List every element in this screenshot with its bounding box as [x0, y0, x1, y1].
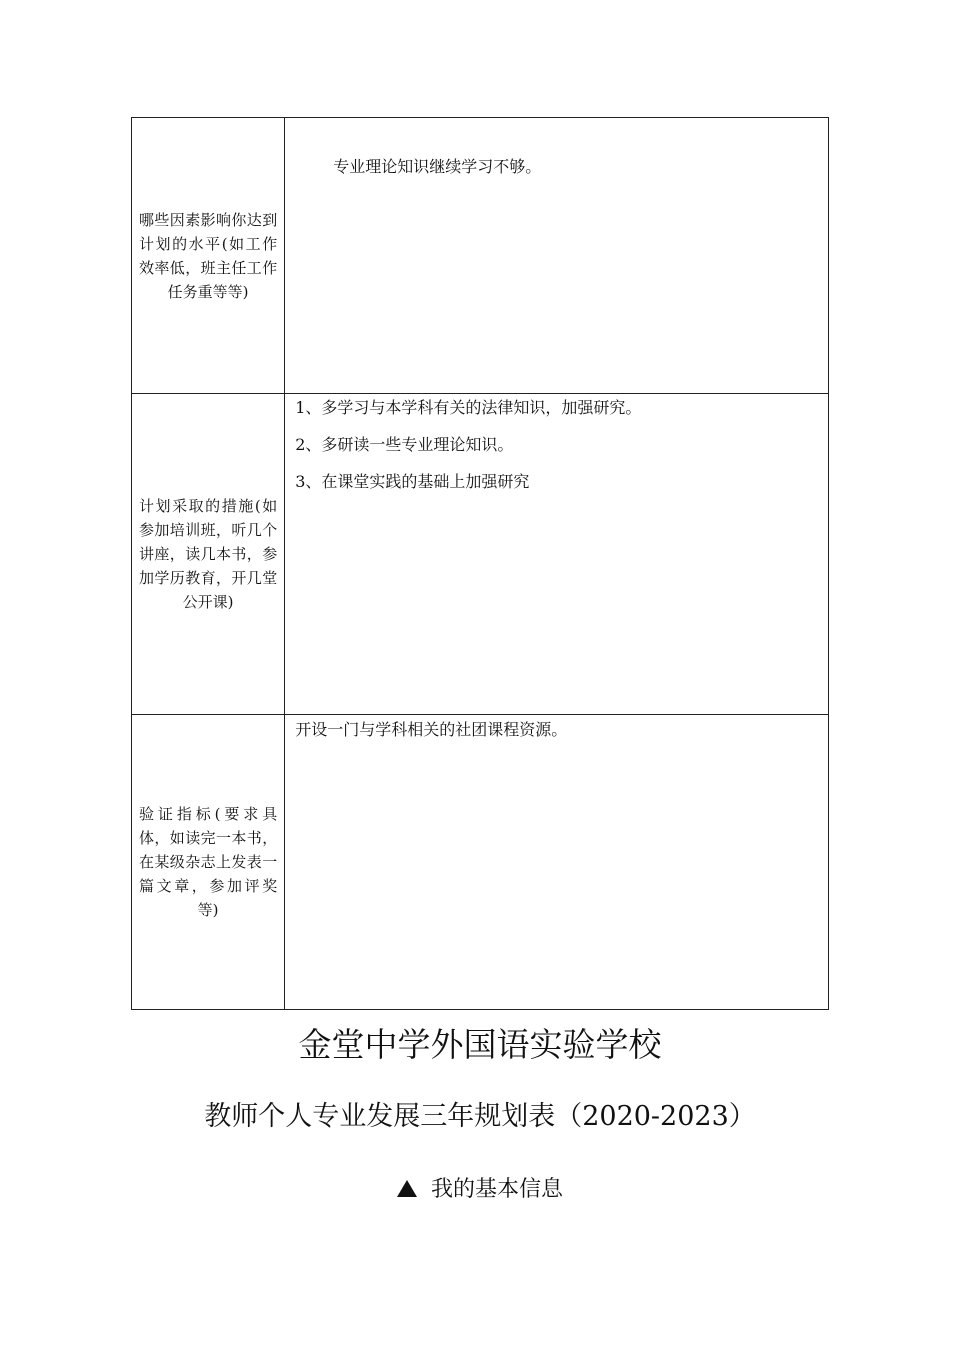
- table-row-measures: [132, 394, 829, 715]
- section-heading-label: 我的基本信息: [430, 1177, 563, 1202]
- row-content-measures: [285, 394, 829, 715]
- plan-table: [131, 117, 829, 1010]
- school-title: 金堂中学外国语实验学校: [298, 1025, 662, 1064]
- content-line: 2、多研读一些专业理论知识。: [295, 435, 514, 454]
- section-heading: [0, 1172, 960, 1208]
- content-line: 1、多学习与本学科有关的法律知识，加强研究。: [295, 398, 642, 417]
- row-label-measures: 计划采取的措施(如参加培训班，听几个讲座，读几本书，参加学历教育，开几堂公开课): [132, 394, 285, 715]
- row-content-indicators: [285, 715, 829, 1010]
- row-content-obstacles: [285, 118, 829, 394]
- content-line: 专业理论知识继续学习不够。: [333, 157, 542, 176]
- content-line: 开设一门与学科相关的社团课程资源。: [295, 720, 568, 739]
- plan-title: 教师个人专业发展三年规划表（2020-2023）: [204, 1101, 756, 1132]
- row-label-obstacles: 哪些因素影响你达到计划的水平(如工作效率低，班主任工作任务重等等): [132, 118, 285, 394]
- black-up-triangle-icon: [397, 1180, 417, 1197]
- row-label-indicators: 验证指标(要求具体，如读完一本书，在某级杂志上发表一篇文章，参加评奖等): [132, 715, 285, 1010]
- table-row-obstacles: [132, 118, 829, 394]
- table-row-indicators: [132, 715, 829, 1010]
- content-line: 3、在课堂实践的基础上加强研究: [295, 472, 530, 491]
